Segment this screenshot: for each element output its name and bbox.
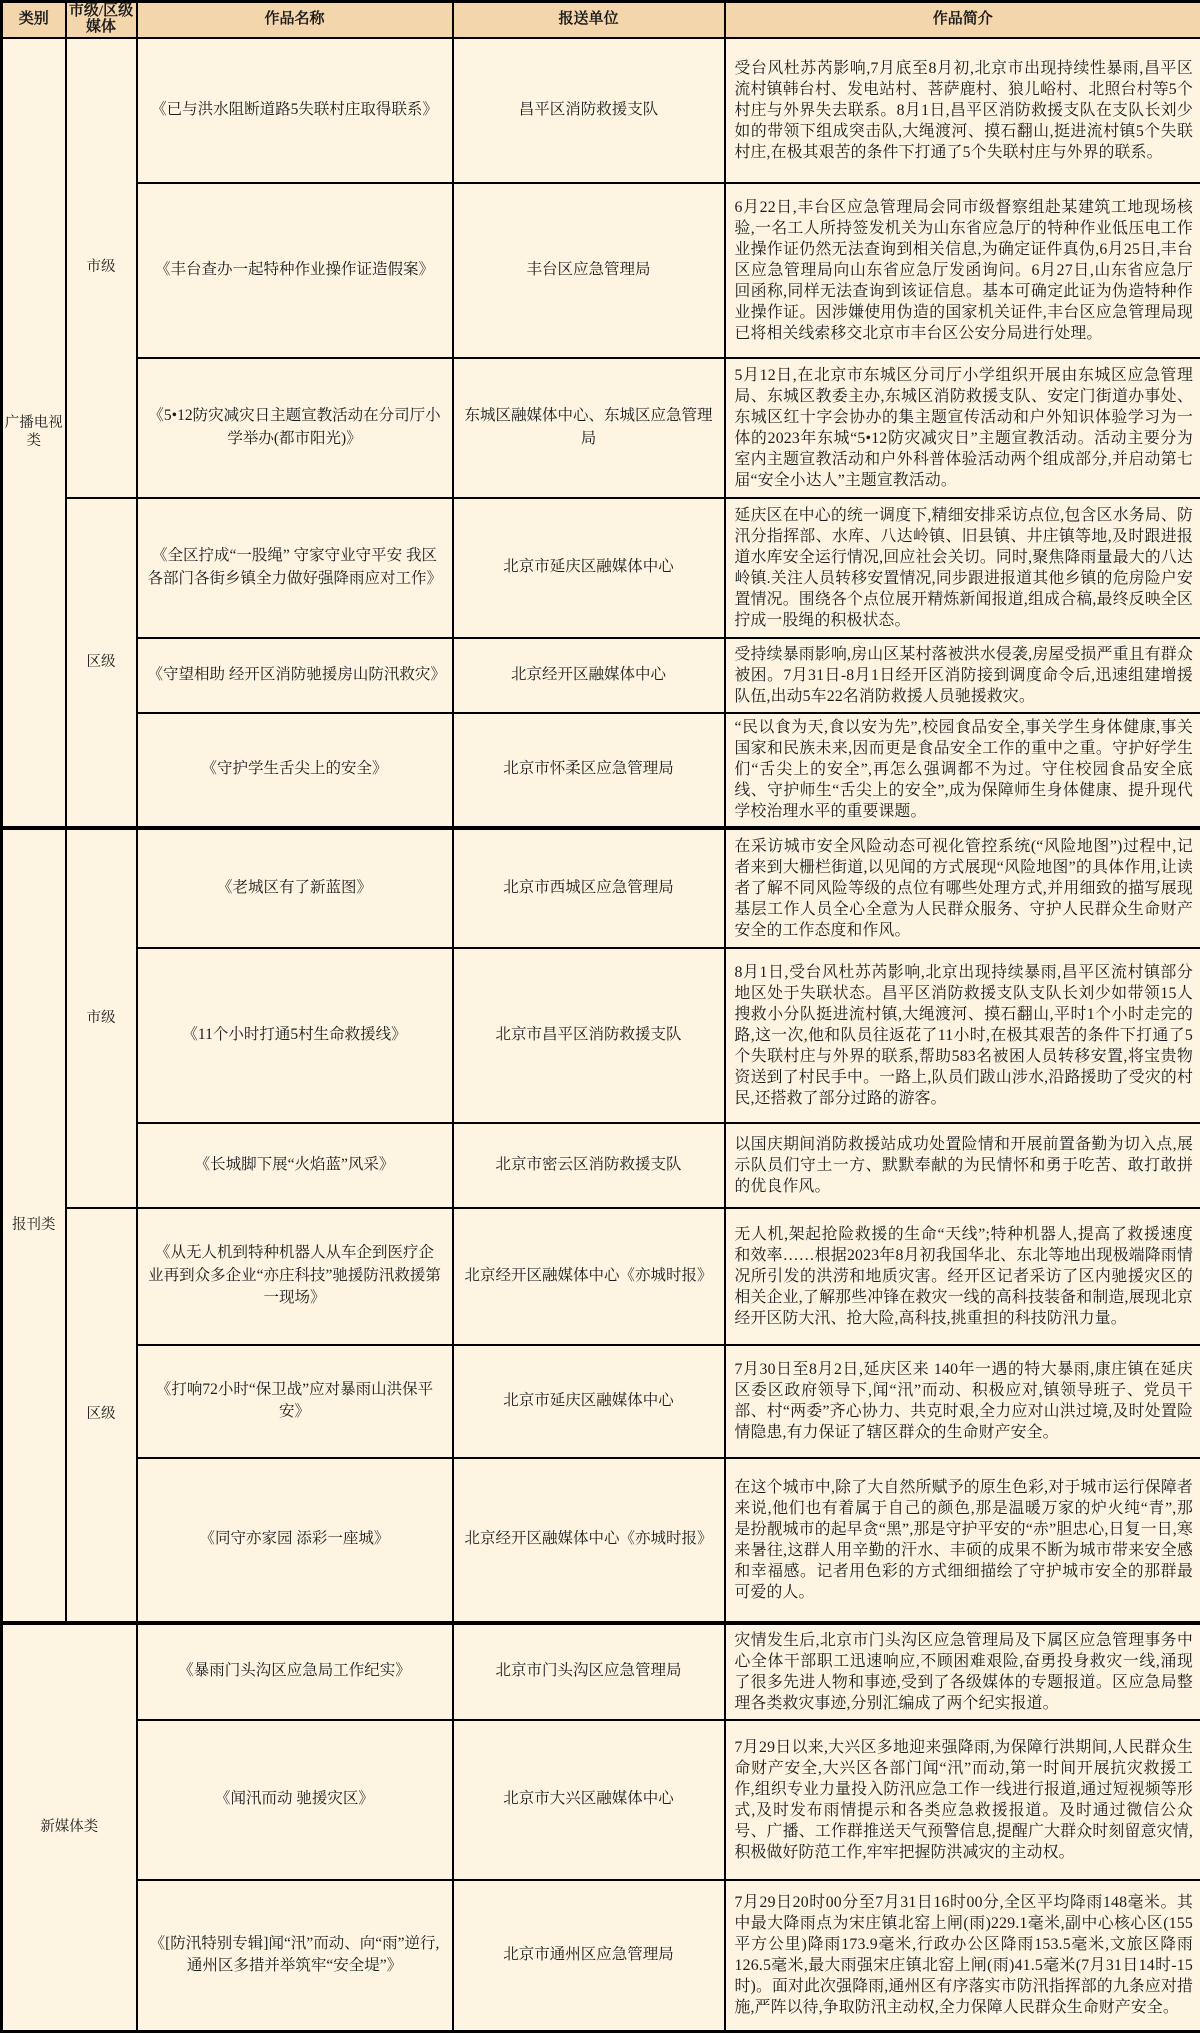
work-summary-cell: 8月1日,受台风杜苏芮影响,北京出现持续暴雨,昌平区流村镇部分地区处于失联状态。昌平区消防救援支队支队长刘少如带领15人搜救小分队挺进流村镇,大绳渡河、摸石翻山,平时1个小时走完的路,这一次,他和队员往返花了11小时,在极其艰苦的条件下打通了5个失联村庄与外界的联系,帮助583名被困人员转移安置,将宝贵物资送到了村民手中。一路上,队员们跋山涉水,沿路援助了受灾的村民,还搭救了部分过路的游客。 bbox=[725, 948, 1200, 1123]
work-title-cell: 《闻汛而动 驰援灾区》 bbox=[137, 1720, 453, 1880]
submitting-unit-cell: 北京市怀柔区应急管理局 bbox=[453, 713, 725, 828]
work-title-cell: 《从无人机到特种机器人从车企到医疗企业再到众多企业“亦庄科技”驰援防汛救援第一现场》 bbox=[137, 1208, 453, 1345]
work-summary-cell: 7月29日以来,大兴区多地迎来强降雨,为保障行洪期间,人民群众生命财产安全,大兴区各部门闻“汛”而动,第一时间开展抗灾救援工作,组织专业力量投入防汛应急工作一线进行报道,通过短视频等形式,及时发布雨情提示和各类应急救援报道。及时通过微信公众号、广播、工作群推送天气预警信息,提醒广大群众时刻留意灾情,积极做好防范工作,牢牢把握防洪减灾的主动权。 bbox=[725, 1720, 1200, 1880]
table-row bbox=[2, 1345, 1200, 1458]
work-title-cell: 《丰台查办一起特种作业操作证造假案》 bbox=[137, 183, 453, 358]
submitting-unit-cell: 北京市西城区应急管理局 bbox=[453, 828, 725, 948]
table-row bbox=[2, 38, 1200, 183]
work-title-cell: 《5•12防灾减灾日主题宣教活动在分司厅小学举办(都市阳光)》 bbox=[137, 358, 453, 498]
table-row bbox=[2, 828, 1200, 948]
work-title-cell: 《同守亦家园 添彩一座城》 bbox=[137, 1458, 453, 1623]
work-title-cell: 《守护学生舌尖上的安全》 bbox=[137, 713, 453, 828]
submitting-unit-cell: 北京经开区融媒体中心 bbox=[453, 638, 725, 713]
table-row bbox=[2, 183, 1200, 358]
media-level-cell: 区级 bbox=[66, 498, 137, 828]
submitting-unit-cell: 北京市延庆区融媒体中心 bbox=[453, 1345, 725, 1458]
work-summary-cell: 受台风杜苏芮影响,7月底至8月初,北京市出现持续性暴雨,昌平区流村镇韩台村、发电站村、菩萨鹿村、狼儿峪村、北照台村等5个村庄与外界失去联系。8月1日,昌平区消防救援支队在支队长刘少如的带领下组成突击队,大绳渡河、摸石翻山,挺进流村镇5个失联村庄,在极其艰苦的条件下打通了5个失联村庄与外界的联系。 bbox=[725, 38, 1200, 183]
media-level-cell: 区级 bbox=[66, 1208, 137, 1623]
work-title-cell: 《已与洪水阻断道路5失联村庄取得联系》 bbox=[137, 38, 453, 183]
table-row bbox=[2, 948, 1200, 1123]
header-cell-submitting-unit: 报送单位 bbox=[453, 2, 725, 38]
work-summary-cell: 无人机,架起抢险救援的生命“天线”;特种机器人,提高了救援速度和效率……根据2023年8月初我国华北、东北等地出现极端降雨情况所引发的洪涝和地质灾害。经开区记者采访了区内驰援灾区的相关企业,了解那些冲锋在救灾一线的高科技装备和制造,展现北京经开区防大汛、抢大险,高科技,挑重担的科技防汛力量。 bbox=[725, 1208, 1200, 1345]
category-cell: 新媒体类 bbox=[2, 1623, 137, 2032]
table-row bbox=[2, 638, 1200, 713]
table-row bbox=[2, 1623, 1200, 1720]
header-row bbox=[2, 2, 1200, 38]
submitting-unit-cell: 北京经开区融媒体中心《亦城时报》 bbox=[453, 1208, 725, 1345]
table-row bbox=[2, 498, 1200, 638]
work-summary-cell: 灾情发生后,北京市门头沟区应急管理局及下属区应急管理事务中心全体干部职工迅速响应,不顾困难艰险,奋勇投身救灾一线,涌现了很多先进人物和事迹,受到了各级媒体的专题报道。区应急局整理各类救灾事迹,分别汇编成了两个纪实报道。 bbox=[725, 1623, 1200, 1720]
table-row bbox=[2, 358, 1200, 498]
work-summary-cell: 延庆区在中心的统一调度下,精细安排采访点位,包含区水务局、防汛分指挥部、水库、八达岭镇、旧县镇、井庄镇等地,及时跟进报道水库安全运行情况,回应社会关切。同时,聚焦降雨量最大的八达岭镇.关注人员转移安置情况,同步跟进报道其他乡镇的危房险户安置情况。围绕各个点位展开精炼新闻报道,组成合稿,最终反映全区拧成一股绳的积极状态。 bbox=[725, 498, 1200, 638]
submitting-unit-cell: 昌平区消防救援支队 bbox=[453, 38, 725, 183]
header-cell-work-summary: 作品简介 bbox=[725, 2, 1200, 38]
work-title-cell: 《老城区有了新蓝图》 bbox=[137, 828, 453, 948]
work-title-cell: 《守望相助 经开区消防驰援房山防汛救灾》 bbox=[137, 638, 453, 713]
work-summary-cell: 在这个城市中,除了大自然所赋予的原生色彩,对于城市运行保障者来说,他们也有着属于自己的颜色,那是温暖万家的炉火纯“青”,那是扮靓城市的起早贪“黑”,那是守护平安的“赤”胆忠心,日复一日,寒来暑往,这群人用辛勤的汗水、丰硕的成果不断为城市带来安全感和幸福感。记者用色彩的方式细细描绘了守护城市安全的那群最可爱的人。 bbox=[725, 1458, 1200, 1623]
work-title-cell: 《暴雨门头沟区应急局工作纪实》 bbox=[137, 1623, 453, 1720]
work-summary-cell: 7月30日至8月2日,延庆区来 140年一遇的特大暴雨,康庄镇在延庆区委区政府领导下,闻“汛”而动、积极应对,镇领导班子、党员干部、村“两委”齐心协力、共克时艰,全力应对山洪过境,及时处置险情隐患,有力保证了辖区群众的生命财产安全。 bbox=[725, 1345, 1200, 1458]
category-cell: 广播电视类 bbox=[2, 38, 66, 828]
submitting-unit-cell: 北京市通州区应急管理局 bbox=[453, 1880, 725, 2032]
work-summary-cell: 7月29日20时00分至7月31日16时00分,全区平均降雨148毫米。其中最大降雨点为宋庄镇北窑上闸(雨)229.1毫米,副中心核心区(155平方公里)降雨173.9毫米,行政办公区降雨153.5毫米,文旅区降雨126.5毫米,最大雨强宋庄镇北窑上闸(雨)41.5毫米(7月31日14时-15时)。面对此次强降雨,通州区有序落实市防汛指挥部的九条应对措施,严阵以待,争取防汛主动权,全力保障人民群众生命财产安全。 bbox=[725, 1880, 1200, 2032]
media-level-cell: 市级 bbox=[66, 38, 137, 498]
submitting-unit-cell: 北京市大兴区融媒体中心 bbox=[453, 1720, 725, 1880]
work-title-cell: 《[防汛特别专辑]闻“汛”而动、向“雨”逆行,通州区多措并举筑牢“安全堤”》 bbox=[137, 1880, 453, 2032]
header-cell-work-title: 作品名称 bbox=[137, 2, 453, 38]
category-cell: 报刊类 bbox=[2, 828, 66, 1623]
table-row bbox=[2, 1720, 1200, 1880]
work-title-cell: 《打响72小时“保卫战”应对暴雨山洪保平安》 bbox=[137, 1345, 453, 1458]
submitting-unit-cell: 北京市昌平区消防救援支队 bbox=[453, 948, 725, 1123]
submitting-unit-cell: 丰台区应急管理局 bbox=[453, 183, 725, 358]
work-summary-cell: 5月12日,在北京市东城区分司厅小学组织开展由东城区应急管理局、东城区教委主办,东城区消防救援支队、安定门街道办事处、东城区红十字会协办的集主题宣传活动和户外知识体验学习为一体的2023年东城“5•12防灾减灾日”主题宣教活动。活动主要分为室内主题宣教活动和户外科普体验活动两个组成部分,并启动第七届“安全小达人”主题宣教活动。 bbox=[725, 358, 1200, 498]
header-cell-media-level: 市级/区级媒体 bbox=[66, 2, 137, 38]
submitting-unit-cell: 北京市延庆区融媒体中心 bbox=[453, 498, 725, 638]
table-row bbox=[2, 1458, 1200, 1623]
submitting-unit-cell: 北京经开区融媒体中心《亦城时报》 bbox=[453, 1458, 725, 1623]
media-level-cell: 市级 bbox=[66, 828, 137, 1208]
work-summary-cell: 在采访城市安全风险动态可视化管控系统(“风险地图”)过程中,记者来到大栅栏街道,以见闻的方式展现“风险地图”的具体作用,让读者了解不同风险等级的点位有哪些处理方式,并用细致的描写展现基层工作人员全心全意为人民群众服务、守护人民群众生命财产安全的工作态度和作风。 bbox=[725, 828, 1200, 948]
table-row bbox=[2, 1123, 1200, 1208]
work-summary-cell: 受持续暴雨影响,房山区某村落被洪水侵袭,房屋受损严重且有群众被困。7月31日-8月1日经开区消防接到调度命令后,迅速组建增援队伍,出动5车22名消防救援人员驰援救灾。 bbox=[725, 638, 1200, 713]
work-summary-cell: 以国庆期间消防救援站成功处置险情和开展前置备勤为切入点,展示队员们守土一方、默默奉献的为民情怀和勇于吃苦、敢打敢拼的优良作风。 bbox=[725, 1123, 1200, 1208]
submitting-unit-cell: 北京市密云区消防救援支队 bbox=[453, 1123, 725, 1208]
work-title-cell: 《长城脚下展“火焰蓝”风采》 bbox=[137, 1123, 453, 1208]
work-summary-cell: “民以食为天,食以安为先”,校园食品安全,事关学生身体健康,事关国家和民族未来,因而更是食品安全工作的重中之重。守护好学生们“舌尖上的安全”,再怎么强调都不为过。守住校园食品安全底线、守护师生“舌尖上的安全”,成为保障师生身体健康、提升现代学校治理水平的重要课题。 bbox=[725, 713, 1200, 828]
work-summary-cell: 6月22日,丰台区应急管理局会同市级督察组赴某建筑工地现场核验,一名工人所持签发机关为山东省应急厅的特种作业低压电工作业操作证仍然无法查询到相关信息,为确定证件真伪,6月25日,丰台区应急管理局向山东省应急厅发函询问。6月27日,山东省应急厅回函称,同样无法查询到该证信息。基本可确定此证为伪造特种作业操作证。因涉嫌使用伪造的国家机关证件,丰台区应急管理局现已将相关线索移交北京市丰台区公安分局进行处理。 bbox=[725, 183, 1200, 358]
header-cell-category: 类别 bbox=[2, 2, 66, 38]
table-row bbox=[2, 713, 1200, 828]
table-row bbox=[2, 1208, 1200, 1345]
work-title-cell: 《全区拧成“一股绳” 守家守业守平安 我区各部门各街乡镇全力做好强降雨应对工作》 bbox=[137, 498, 453, 638]
submitting-unit-cell: 东城区融媒体中心、东城区应急管理局 bbox=[453, 358, 725, 498]
work-title-cell: 《11个小时打通5村生命救援线》 bbox=[137, 948, 453, 1123]
submitting-unit-cell: 北京市门头沟区应急管理局 bbox=[453, 1623, 725, 1720]
table-row bbox=[2, 1880, 1200, 2032]
